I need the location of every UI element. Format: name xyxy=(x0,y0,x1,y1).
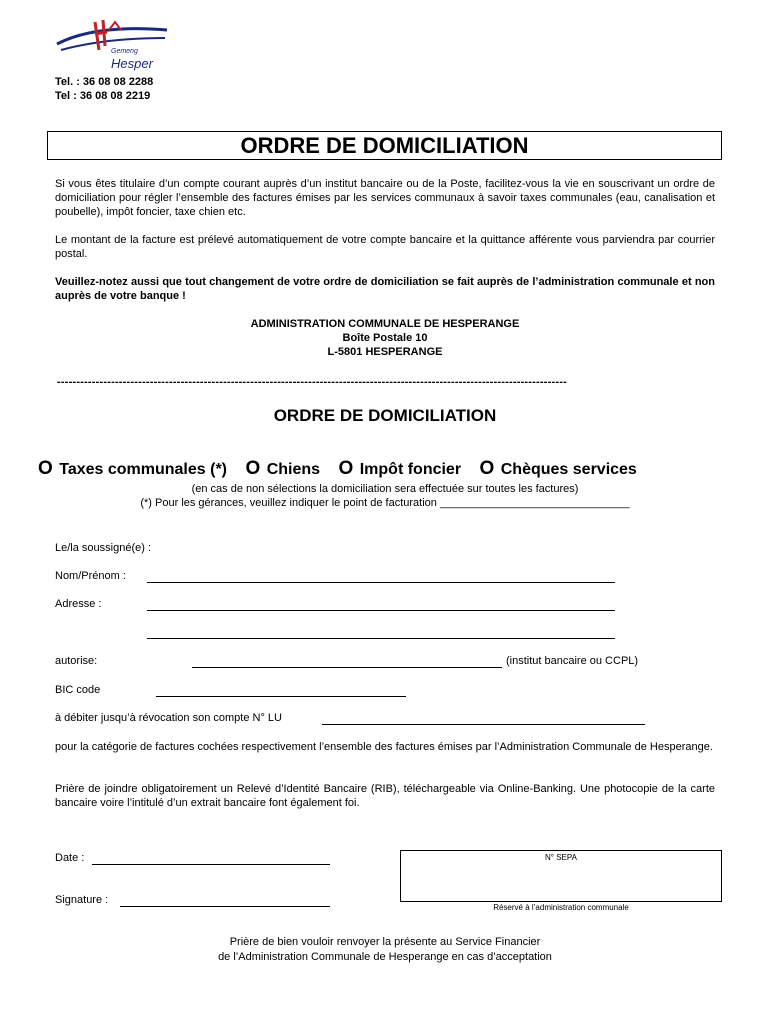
rib-paragraph: Prière de joindre obligatoirement un Relevé d’Identité Bancaire (RIB), téléchargeable via Online-Banking. Une photocopie de la carte bancaire voire l’intitulé d’un extrait bancaire font également foi. xyxy=(55,783,715,809)
footer xyxy=(0,935,770,965)
logo-small-text: Gemeng xyxy=(111,48,138,55)
autorise-suffix: (institut bancaire ou CCPL) xyxy=(506,655,639,667)
date-label: Date : xyxy=(55,852,85,864)
logo-text: Hesper xyxy=(111,56,153,71)
intro-paragraph-1: Si vous êtes titulaire d’un compte courant auprès d’un institut bancaire ou de la Poste, facilitez-vous la vie en souscrivant un ordre de domiciliation pour régler l’ensemble des factures émises par les services communaux à savoir taxes communales (eau, canalisation et poubelle), impôt foncier, taxe chien etc. xyxy=(55,178,715,218)
nom-prenom-label: Nom/Prénom : xyxy=(55,570,126,582)
address-line-1: ADMINISTRATION COMMUNALE DE HESPERANGE xyxy=(250,318,520,330)
nom-prenom-field[interactable] xyxy=(147,582,615,583)
intro-paragraph-3: Veuillez-notez aussi que tout changement de votre ordre de domiciliation se fait auprès de l’administration communale et non auprès de votre banque ! xyxy=(55,276,715,302)
option-radio[interactable]: O xyxy=(479,458,495,479)
adresse-field-2[interactable] xyxy=(147,638,615,639)
telephone-1: Tel. : 36 08 08 2288 xyxy=(55,76,154,88)
sepa-box xyxy=(400,850,722,902)
option-radio[interactable]: O xyxy=(245,458,261,479)
footer-line-1: Prière de bien vouloir renvoyer la présente au Service Financier xyxy=(229,936,541,948)
address-line-3: L-5801 HESPERANGE xyxy=(327,346,443,358)
option-label: Chèques services xyxy=(500,461,637,478)
categorie-paragraph: pour la catégorie de factures cochées respectivement l’ensemble des factures émises par l’Administration Communale de Hesperange. xyxy=(55,741,713,753)
compte-label: à débiter jusqu’à révocation son compte N° LU xyxy=(55,712,282,724)
form-title: ORDRE DE DOMICILIATION xyxy=(273,406,497,425)
soussigne-label: Le/la soussigné(e) : xyxy=(55,542,151,554)
option-cheques-services[interactable] xyxy=(479,458,637,479)
address-line-2: Boîte Postale 10 xyxy=(342,332,428,344)
hesper-logo xyxy=(55,16,175,74)
option-impot-foncier[interactable] xyxy=(338,458,462,479)
option-label: Chiens xyxy=(266,461,321,478)
telephone-2: Tel : 36 08 08 2219 xyxy=(55,90,151,102)
adresse-label: Adresse : xyxy=(55,598,102,610)
category-options xyxy=(38,458,758,480)
intro-paragraph-2: Le montant de la facture est prélevé automatiquement de votre compte bancaire et la quittance afférente vous parviendra par courrier postal. xyxy=(55,234,715,260)
signature-field[interactable] xyxy=(120,906,330,907)
institut-bancaire-field[interactable] xyxy=(192,667,502,668)
reserve-note: Réservé à l’administration communale xyxy=(493,903,629,912)
sepa-label: N° SEPA xyxy=(545,853,577,862)
signature-label: Signature : xyxy=(55,894,109,906)
footer-line-2: de l’Administration Communale de Hesperange en cas d’acceptation xyxy=(218,951,552,963)
selection-note: (en cas de non sélections la domiciliation sera effectuée sur toutes les factures) xyxy=(191,483,579,495)
autorise-label: autorise: xyxy=(55,655,98,667)
option-label: Impôt foncier xyxy=(359,461,462,478)
option-radio[interactable]: O xyxy=(338,458,354,479)
adresse-field-1[interactable] xyxy=(147,610,615,611)
date-field[interactable] xyxy=(92,864,330,865)
option-chiens[interactable] xyxy=(245,458,321,479)
compte-field[interactable] xyxy=(322,724,645,725)
option-taxes-communales[interactable] xyxy=(38,458,227,479)
page-title: ORDRE DE DOMICILIATION xyxy=(47,131,722,160)
option-radio[interactable]: O xyxy=(38,458,53,479)
option-label: Taxes communales (*) xyxy=(59,461,227,478)
separator-line: ------------------------------------------------------------------------------------------------------------------------------------ xyxy=(57,376,567,388)
bic-label: BIC code xyxy=(55,684,101,696)
gerance-note: (*) Pour les gérances, veuillez indiquer le point de facturation _______________________________ xyxy=(140,497,630,509)
bic-field[interactable] xyxy=(156,696,406,697)
